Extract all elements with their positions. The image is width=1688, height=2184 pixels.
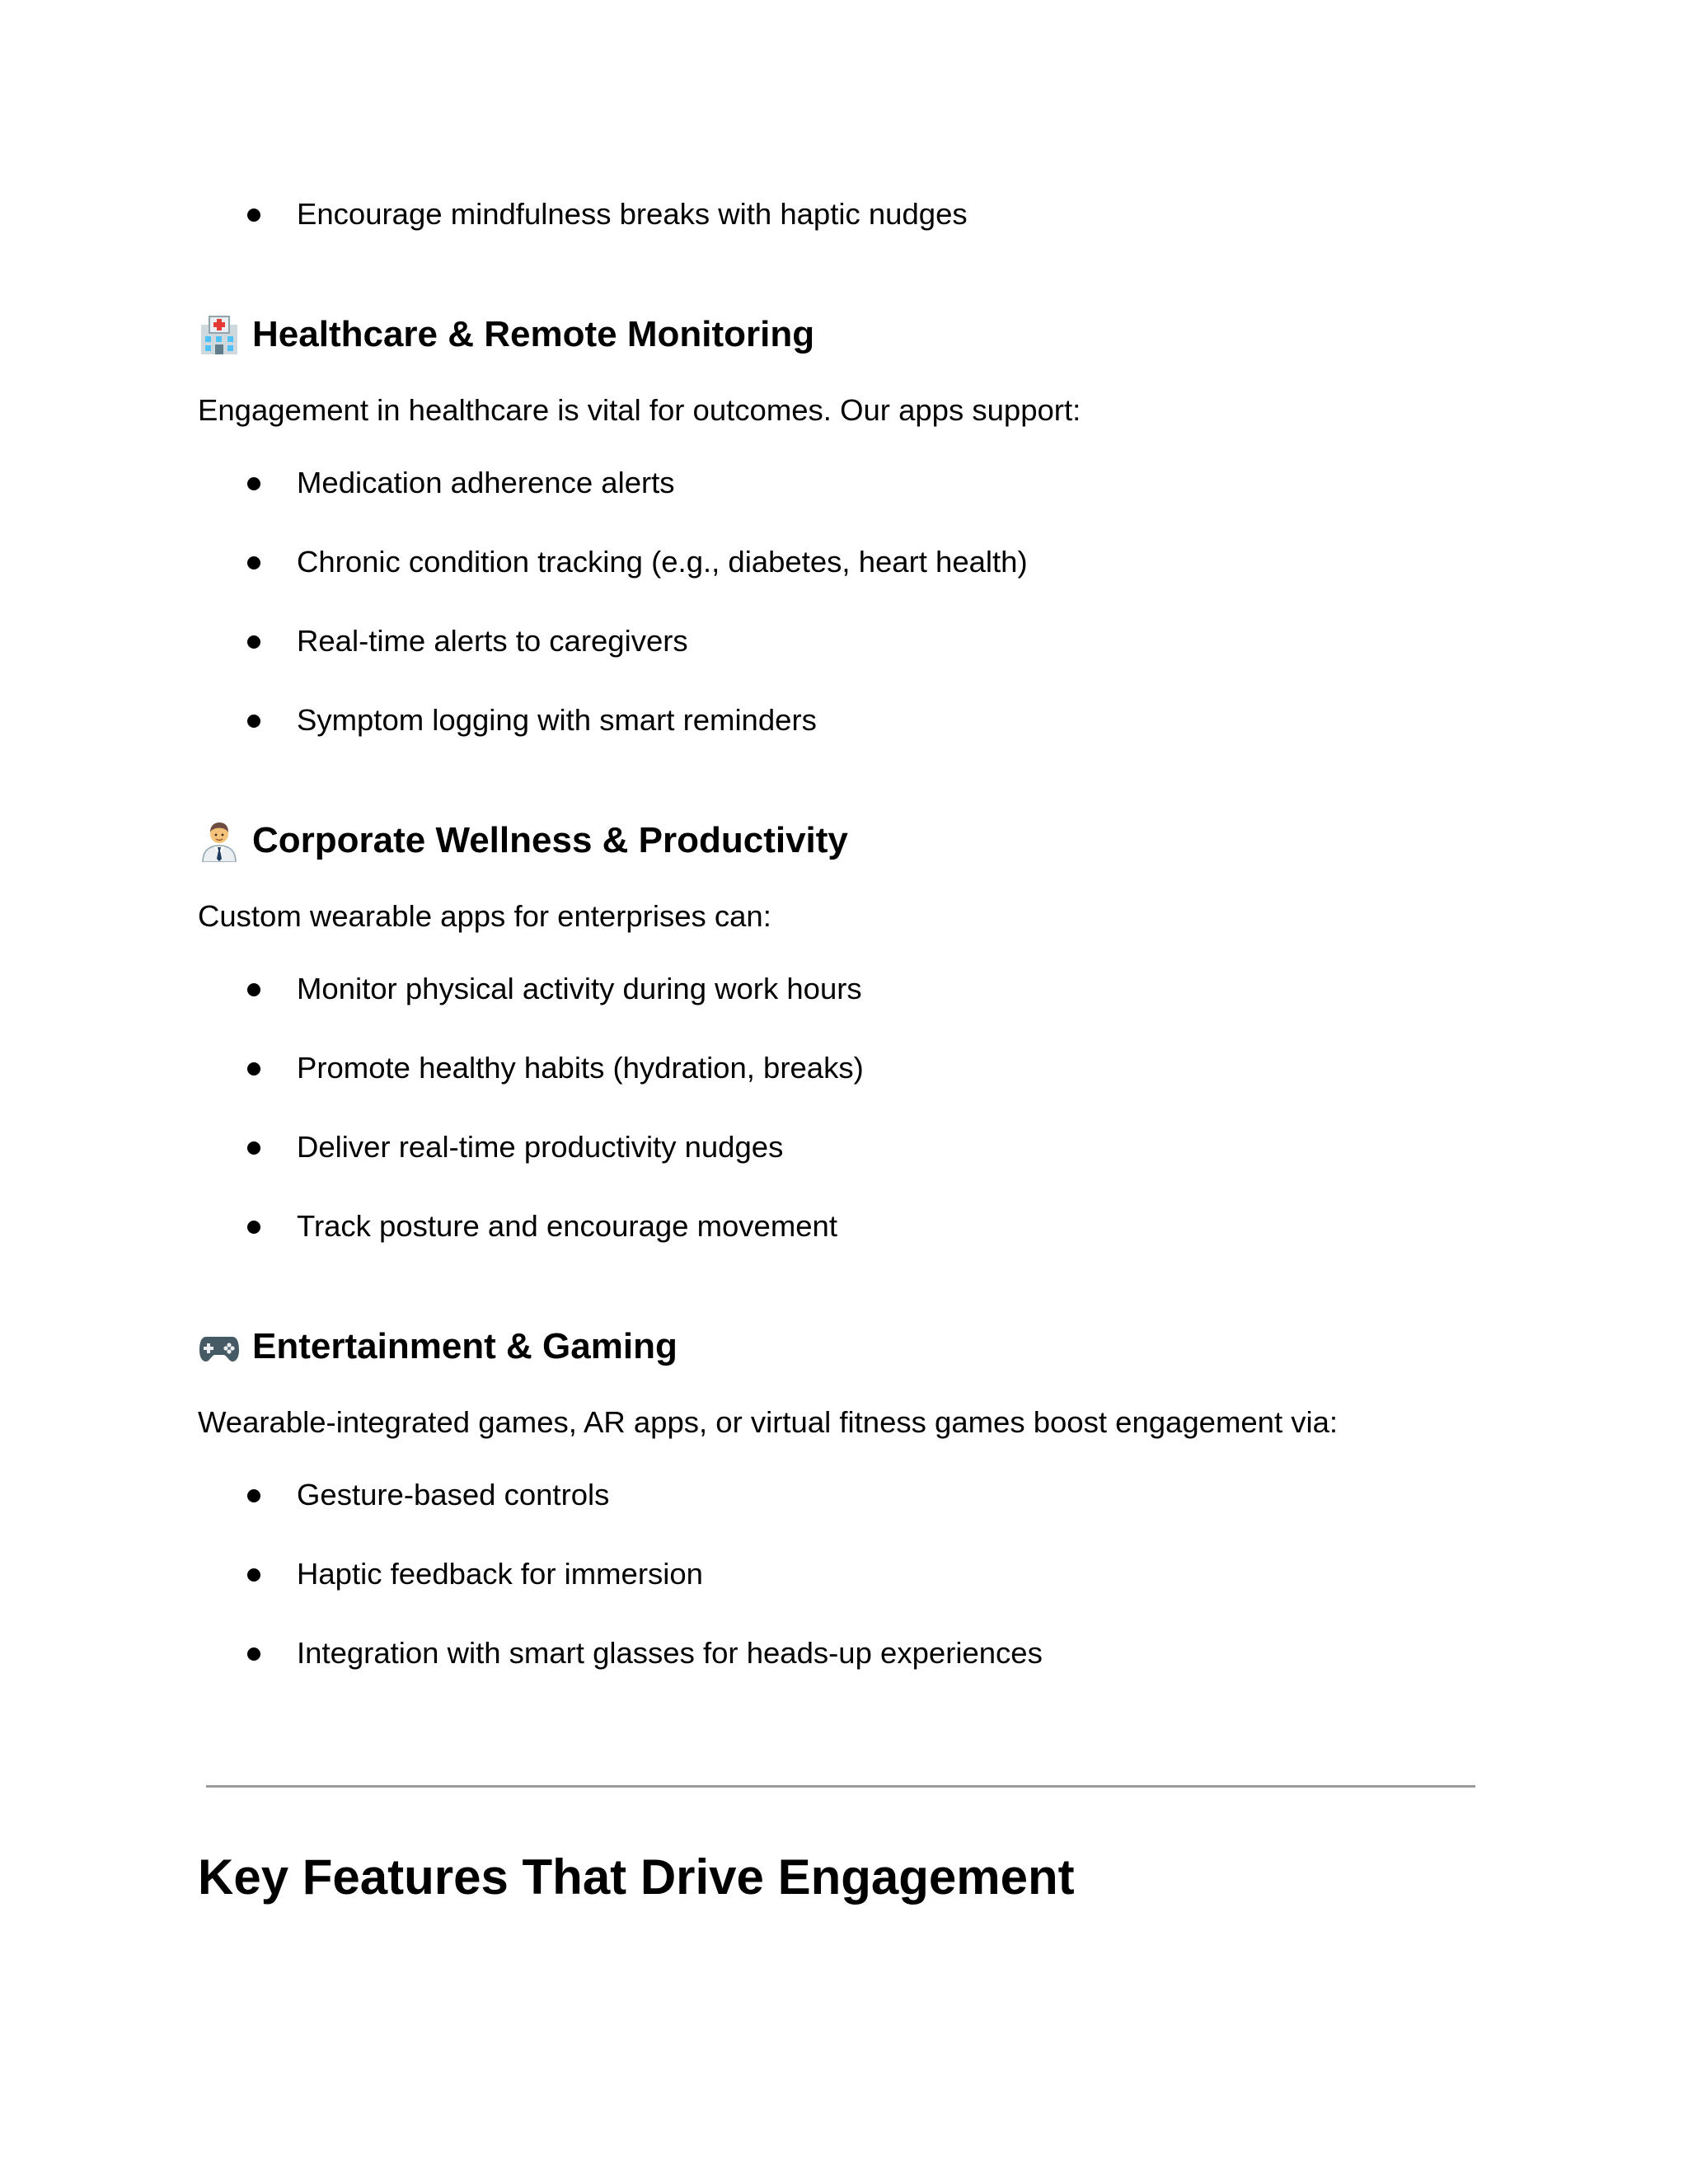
bullet-icon	[247, 556, 260, 569]
bullet-icon	[247, 1489, 260, 1502]
section-title: Key Features That Drive Engagement	[198, 1849, 1075, 1905]
section-heading-entertainment-gaming	[198, 1322, 678, 1371]
bullet-icon	[247, 983, 260, 996]
hospital-icon	[198, 313, 241, 356]
section-intro: Custom wearable apps for enterprises can:	[198, 899, 771, 933]
bullet-icon	[247, 1062, 260, 1076]
section-heading-text: Corporate Wellness & Productivity	[252, 820, 848, 860]
bullet-icon	[247, 1221, 260, 1234]
document-page: Encourage mindfulness breaks with haptic nudges Healthcare & Remote Monitoring Engagement in healthcare is vital for outcomes. Our apps support: Medication adherence alerts Chronic condition tracking (e.g., diabetes, heart health) Real-time alerts to caregivers Symptom logging with smart reminders Corporate Wellness & Productivity Custom wearable apps for enterprises can: Monitor physical activity during work hours Promote healthy habits (hydration, breaks) Deliver real-time productivity nudges Track posture and encourage movement Entertainment & Gaming Wearable-integrated games, AR apps, or virtual fitness games boost engagement via: Gesture-based controls Haptic feedback for immersion Integration with smart glasses for heads-up experiences Key Features That Drive Engagement	[0, 0, 1688, 2184]
office-worker-icon	[198, 819, 241, 862]
section-intro: Wearable-integrated games, AR apps, or virtual fitness games boost engagement via:	[198, 1405, 1339, 1439]
bullet-icon	[247, 635, 260, 649]
section-heading-healthcare	[198, 310, 814, 359]
bullet-icon	[247, 1568, 260, 1582]
bullet-icon	[247, 477, 260, 490]
section-heading-text: Entertainment & Gaming	[252, 1326, 678, 1366]
game-controller-icon	[198, 1325, 241, 1368]
horizontal-divider	[206, 1785, 1475, 1788]
bullet-icon	[247, 715, 260, 728]
bullet-icon	[247, 1141, 260, 1155]
bullet-icon	[247, 1647, 260, 1661]
section-heading-text: Healthcare & Remote Monitoring	[252, 314, 815, 354]
section-heading-corporate-wellness	[198, 816, 848, 865]
section-intro: Engagement in healthcare is vital for outcomes. Our apps support:	[198, 393, 1081, 427]
bullet-icon	[247, 209, 260, 222]
